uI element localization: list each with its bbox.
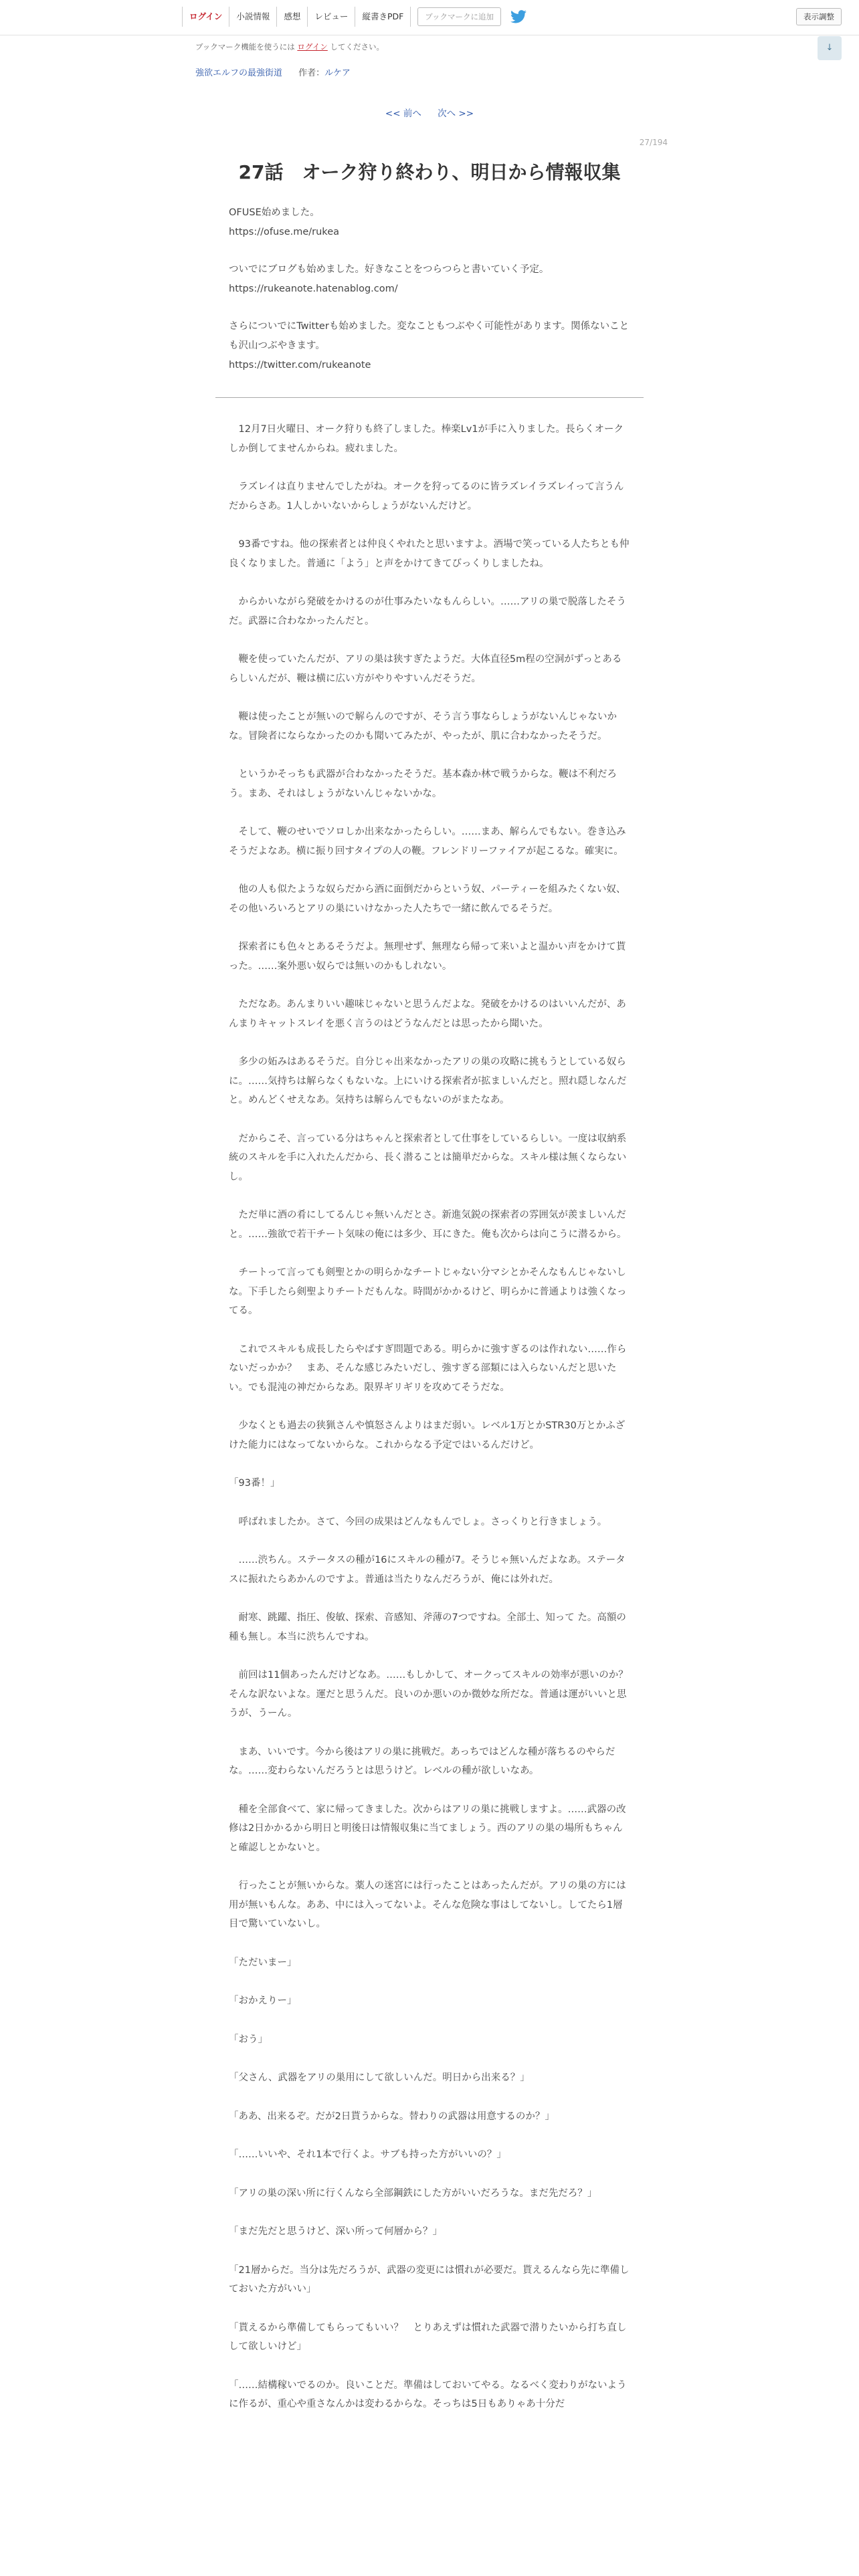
preface-paragraph xyxy=(229,260,630,299)
next-chapter-link[interactable]: 次へ >> xyxy=(438,108,474,119)
add-bookmark-button[interactable]: ブックマークに追加 xyxy=(417,7,501,26)
body-paragraph: 「……いいや、それ1本で行くよ。サブも持った方がいいの？」 xyxy=(229,2149,506,2160)
notice-prefix: ブックマーク機能を使うには xyxy=(195,42,295,51)
body-paragraph: 「21層からだ。当分は先だろうが、武器の変更には慣れが必要だ。貰えるんなら先に準備しておいた方がいい」 xyxy=(229,2264,630,2294)
body-paragraph: ラズレイは直りませんでしたがね。オークを狩ってるのに皆ラズレイラズレイって言うんだからさあ。1人しかいないからしょうがないんだけど。 xyxy=(229,481,624,512)
notice-suffix: してください。 xyxy=(330,42,384,51)
author-label: 作者： xyxy=(298,68,325,78)
preface-url: https://twitter.com/rukeanote xyxy=(229,360,371,370)
body-paragraph: 「おう」 xyxy=(229,2034,268,2045)
body-paragraph: 鞭を使っていたんだが、アリの巣は狭すぎたようだ。大体直径5m程の空洞がずっとあるらしいんだが、鞭は横に広い方がやりやすいんだそうだ。 xyxy=(229,654,622,684)
body-paragraph: 多少の妬みはあるそうだ。自分じゃ出来なかったアリの巣の攻略に挑もうとしている奴らに。……気持ちは解らなくもないな。上にいける探索者が拡ましいんだと。照れ隠しなんだと。めんどくせえなあ。気持ちは解らんでもないのがまたなあ。 xyxy=(229,1057,627,1105)
body-paragraph: だからこそ、言っている分はちゃんと探索者として仕事をしているらしい。一度は収納系統のスキルを手に入れたんだから、長く潜ることは簡単だからな。スキル様は無くならないし。 xyxy=(229,1133,627,1182)
author-link[interactable]: ルケア xyxy=(324,68,351,78)
body-paragraph: 「おかえりー」 xyxy=(229,1996,297,2006)
body-paragraph: 「まだ先だと思うけど、深い所って何層から？」 xyxy=(229,2226,442,2237)
chapter-counter: 27/194 xyxy=(639,138,668,147)
body-paragraph: というかそっちも武器が合わなかったそうだ。基本森か林で戦うからな。鞭は不利だろう。まあ、それはしょうがないんじゃないかな。 xyxy=(229,769,617,799)
body-paragraph: 鞭は使ったことが無いので解らんのですが、そう言う事ならしょうがないんじゃないかな。冒険者にならなかったのかも聞いてみたが、やったが、肌に合わなかったそうだ。 xyxy=(229,712,617,742)
body-paragraph: 「ただいまー」 xyxy=(229,1957,297,1968)
vertical-pdf-link[interactable]: 縦書きPDF xyxy=(355,7,411,27)
body-paragraph: ……渋ちん。ステータスの種が16にスキルの種が7。そうじゃ無いんだよなあ。ステータスに振れたらあかんのですよ。普通は当たりなんだろうが、俺には外れだ。 xyxy=(229,1555,626,1585)
body-paragraph: 探索者にも色々とあるそうだよ。無理せず、無理なら帰って来いよと温かい声をかけて貰った。……案外悪い奴らでは無いのかもしれない。 xyxy=(229,942,626,972)
series-title-link[interactable]: 強欲エルフの最強街道 xyxy=(195,68,283,78)
preface-url: https://rukeanote.hatenablog.com/ xyxy=(229,284,398,294)
preface-paragraph xyxy=(229,203,630,242)
body-paragraph: これでスキルも成長したらやばすぎ問題である。明らかに強すぎるのは作れない……作らないだっかか？ まあ、そんな感じみたいだし、強すぎる部類には入らないんだと思いたい。でも混沌の神だからなあ。限界ギリギリを攻めてそうだな。 xyxy=(229,1344,627,1393)
body-paragraph: そして、鞭のせいでソロしか出来なかったらしい。……まあ、解らんでもない。巻き込みそうだよなあ。横に振り回すタイプの人の鞭。フレンドリーファイアが起こるな。確実に。 xyxy=(229,827,626,857)
body-paragraph: 12月7日火曜日、オーク狩りも終了しました。棒楽Lv1が手に入りました。長らくオークしか倒してませんからね。疲れました。 xyxy=(229,424,624,454)
preface-url: https://ofuse.me/rukea xyxy=(229,227,339,237)
series-info xyxy=(195,66,351,78)
body-paragraph: 「93番！」 xyxy=(229,1478,280,1489)
twitter-icon[interactable] xyxy=(510,10,527,23)
body-paragraph: 呼ばれましたか。さて、今回の成果はどんなもんでしょ。さっくりと行きましょう。 xyxy=(229,1516,607,1527)
body-paragraph: からかいながら発破をかけるのが仕事みたいなもんらしい。……アリの巣で脱落したそうだ。武器に合わなかったんだと。 xyxy=(229,597,626,627)
preface-line: ついでにブログも始めました。好きなことをつらつらと書いていく予定。 xyxy=(229,264,549,275)
body-paragraph: 「……結構稼いでるのか。良いことだ。準備はしておいてやる。なるべく変わりがないように作るが、重心や重さなんかは変わるからな。そっちは5日もありゃあ十分だ xyxy=(229,2379,627,2409)
top-nav xyxy=(182,7,527,27)
display-settings-button[interactable]: 表示調整 xyxy=(796,8,842,25)
bookmark-login-notice xyxy=(195,41,384,52)
body-paragraph: 「アリの巣の深い所に行くんなら全部鋼鉄にした方がいいだろうな。まだ先だろ？」 xyxy=(229,2187,597,2199)
body-paragraph: 耐寒、跳躍、指圧、俊敏、探索、音感知、斧薄の7つですね。全部土、知って た。高額の種も無し。本当に渋ちんですね。 xyxy=(229,1612,626,1642)
chapter-body xyxy=(229,420,638,2434)
preface-paragraph xyxy=(229,317,630,375)
novel-info-link[interactable]: 小説情報 xyxy=(229,7,277,27)
body-paragraph: ただなあ。あんまりいい趣味じゃないと思うんだよな。発破をかけるのはいいんだが、あんまりキャットスレイを悪く言うのはどうなんだとは思ったから聞いた。 xyxy=(229,999,626,1029)
body-paragraph: 少なくとも過去の狭猟さんや慎怒さんよりはまだ弱い。レベル1万とかSTR30万とかふざけた能力にはなってないからな。これからなる予定ではいるんだけど。 xyxy=(229,1420,626,1451)
chapter-pager xyxy=(0,106,859,119)
top-navigation-bar xyxy=(0,0,859,35)
scroll-down-button[interactable]: ↓ xyxy=(818,36,842,60)
preface-line: さらについでにTwitterも始めました。変なこともつぶやく可能性があります。関係ないことも沢山つぶやきます。 xyxy=(229,321,630,351)
body-paragraph: 「ああ、出来るぞ。だが2日貰うからな。替わりの武器は用意するのか？」 xyxy=(229,2111,555,2122)
impressions-link[interactable]: 感想 xyxy=(277,7,308,27)
login-link[interactable]: ログイン xyxy=(182,7,229,27)
notice-login-link[interactable]: ログイン xyxy=(297,42,328,51)
prev-chapter-link[interactable]: << 前へ xyxy=(385,108,421,119)
body-paragraph: 「貰えるから準備してもらってもいい？ とりあえずは慣れた武器で潜りたいから打ち直しして欲しいけど」 xyxy=(229,2322,627,2352)
body-paragraph: 種を全部食べて、家に帰ってきました。次からはアリの巣に挑戦しますよ。……武器の改修は2日かかるから明日と明後日は情報収集に当てましょう。西のアリの巣の場所もちゃんと確認しとかないと。 xyxy=(229,1804,626,1853)
body-paragraph: 行ったことが無いからな。薬人の迷宮には行ったことはあったんだが。アリの巣の方には用が無いもんな。ああ、中には入ってないよ。そんな危険な事はしてないし。してたら1層目で驚いていないし。 xyxy=(229,1881,626,1929)
body-paragraph: 前回は11個あったんだけどなあ。……もしかして、オークってスキルの効率が悪いのか？ そんな訳ないよな。運だと思うんだ。良いのか悪いのか微妙な所だな。普通は運がいいと思うが、うーん。 xyxy=(229,1670,638,1719)
body-paragraph: 他の人も似たような奴らだから酒に面倒だからという奴、パーティーを組みたくない奴、その他いろいろとアリの巣にいけなかった人たちで一緒に飲んでるそうだ。 xyxy=(229,884,626,914)
preface-divider xyxy=(215,397,644,398)
body-paragraph: ただ単に酒の肴にしてるんじゃ無いんだとさ。新進気鋭の探索者の雰囲気が羨ましいんだと。……強欲で若干チート気味の俺には多少、耳にきた。俺も次からは向こうに潜るから。 xyxy=(229,1210,627,1240)
body-paragraph: チートって言っても剣聖とかの明らかなチートじゃない分マシとかそんなもんじゃないしな。下手したら剣聖よりチートだもんな。時間がかかるけど、明らかに普通よりは強くなってる。 xyxy=(229,1267,627,1316)
body-paragraph: 93番ですね。他の探索者とは仲良くやれたと思いますよ。酒場で笑っている人たちとも仲良くなりました。普通に「よう」と声をかけてきてびっくりしましたね。 xyxy=(229,539,630,569)
author-preface xyxy=(229,203,630,393)
review-link[interactable]: レビュー xyxy=(308,7,355,27)
preface-line: OFUSE始めました。 xyxy=(229,207,320,218)
body-paragraph: まあ、いいです。今から後はアリの巣に挑戦だ。あっちではどんな種が落ちるのやらだな。……変わらないんだろうとは思うけど。レベルの種が欲しいなあ。 xyxy=(229,1746,615,1776)
chapter-title: 27話 オーク狩り終わり、明日から情報収集 xyxy=(238,161,621,183)
body-paragraph: 「父さん、武器をアリの巣用にして欲しいんだ。明日から出来る？」 xyxy=(229,2072,530,2083)
